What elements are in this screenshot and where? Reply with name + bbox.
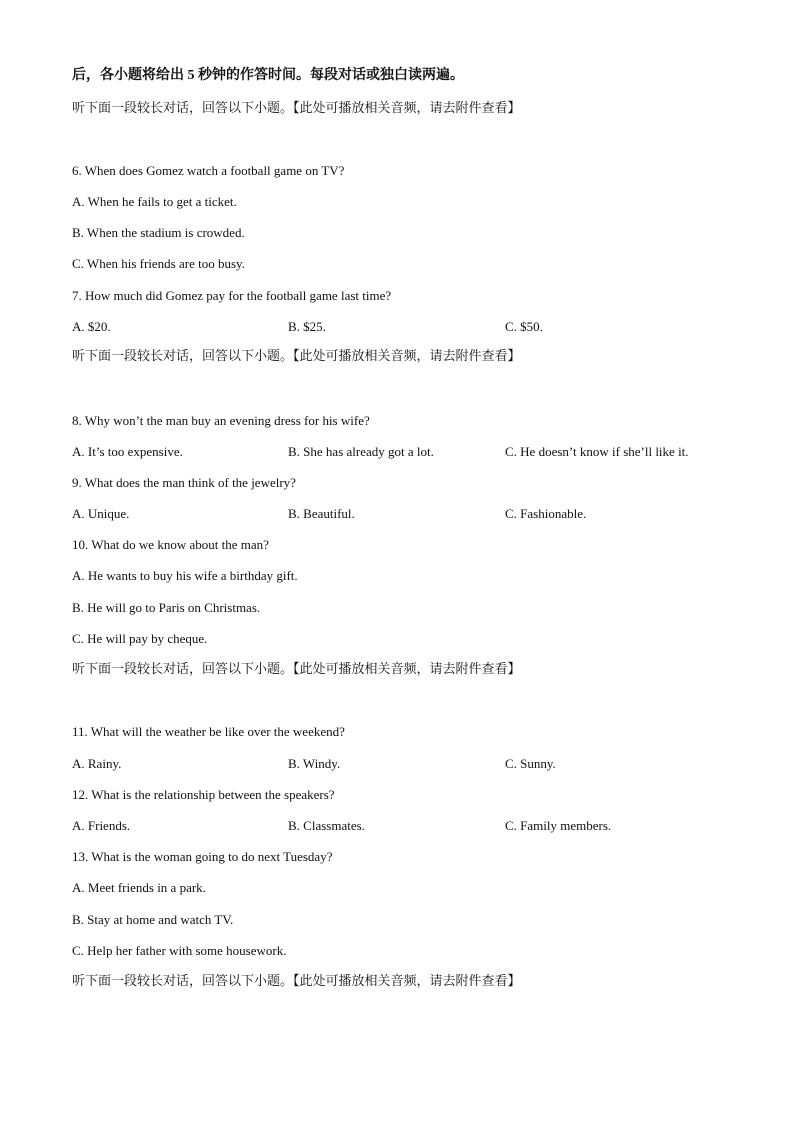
- audio-instruction: 听下面一段较长对话，回答以下小题。【此处可播放相关音频，请去附件查看】: [72, 974, 521, 989]
- option-12a: A. Friends.: [72, 818, 131, 833]
- question-11: 11. What will the weather be like over the weekend?: [72, 724, 345, 739]
- option-13c: C. Help her father with some housework.: [72, 943, 287, 958]
- option-10c: C. He will pay by cheque.: [72, 631, 208, 646]
- option-8c: C. He doesn’t know if she’ll like it.: [505, 444, 689, 459]
- option-7a: A. $20.: [72, 319, 111, 334]
- option-13b: B. Stay at home and watch TV.: [72, 912, 234, 927]
- option-13a: A. Meet friends in a park.: [72, 880, 206, 895]
- option-6b: B. When the stadium is crowded.: [72, 225, 245, 240]
- audio-instruction: 听下面一段较长对话，回答以下小题。【此处可播放相关音频，请去附件查看】: [72, 662, 521, 677]
- section-header: 后，各小题将给出 5 秒钟的作答时间。每段对话或独白读两遍。: [72, 68, 464, 83]
- option-11b: B. Windy.: [288, 756, 341, 771]
- question-10: 10. What do we know about the man?: [72, 537, 269, 552]
- option-10a: A. He wants to buy his wife a birthday gift.: [72, 568, 298, 583]
- audio-instruction: 听下面一段较长对话，回答以下小题。【此处可播放相关音频，请去附件查看】: [72, 101, 521, 116]
- option-11c: C. Sunny.: [505, 756, 556, 771]
- option-12b: B. Classmates.: [288, 818, 365, 833]
- question-12: 12. What is the relationship between the speakers?: [72, 787, 335, 802]
- option-10b: B. He will go to Paris on Christmas.: [72, 600, 261, 615]
- question-13: 13. What is the woman going to do next Tuesday?: [72, 849, 333, 864]
- question-8: 8. Why won’t the man buy an evening dress for his wife?: [72, 413, 370, 428]
- option-7b: B. $25.: [288, 319, 326, 334]
- option-12c: C. Family members.: [505, 818, 612, 833]
- question-9: 9. What does the man think of the jewelry?: [72, 475, 296, 490]
- question-7: 7. How much did Gomez pay for the football game last time?: [72, 288, 392, 303]
- option-8b: B. She has already got a lot.: [288, 444, 434, 459]
- option-9b: B. Beautiful.: [288, 506, 355, 521]
- option-8a: A. It’s too expensive.: [72, 444, 183, 459]
- question-6: 6. When does Gomez watch a football game on TV?: [72, 163, 345, 178]
- audio-instruction: 听下面一段较长对话，回答以下小题。【此处可播放相关音频，请去附件查看】: [72, 349, 521, 364]
- option-9c: C. Fashionable.: [505, 506, 587, 521]
- option-6a: A. When he fails to get a ticket.: [72, 194, 237, 209]
- option-6c: C. When his friends are too busy.: [72, 256, 245, 271]
- option-9a: A. Unique.: [72, 506, 130, 521]
- option-7c: C. $50.: [505, 319, 543, 334]
- option-11a: A. Rainy.: [72, 756, 122, 771]
